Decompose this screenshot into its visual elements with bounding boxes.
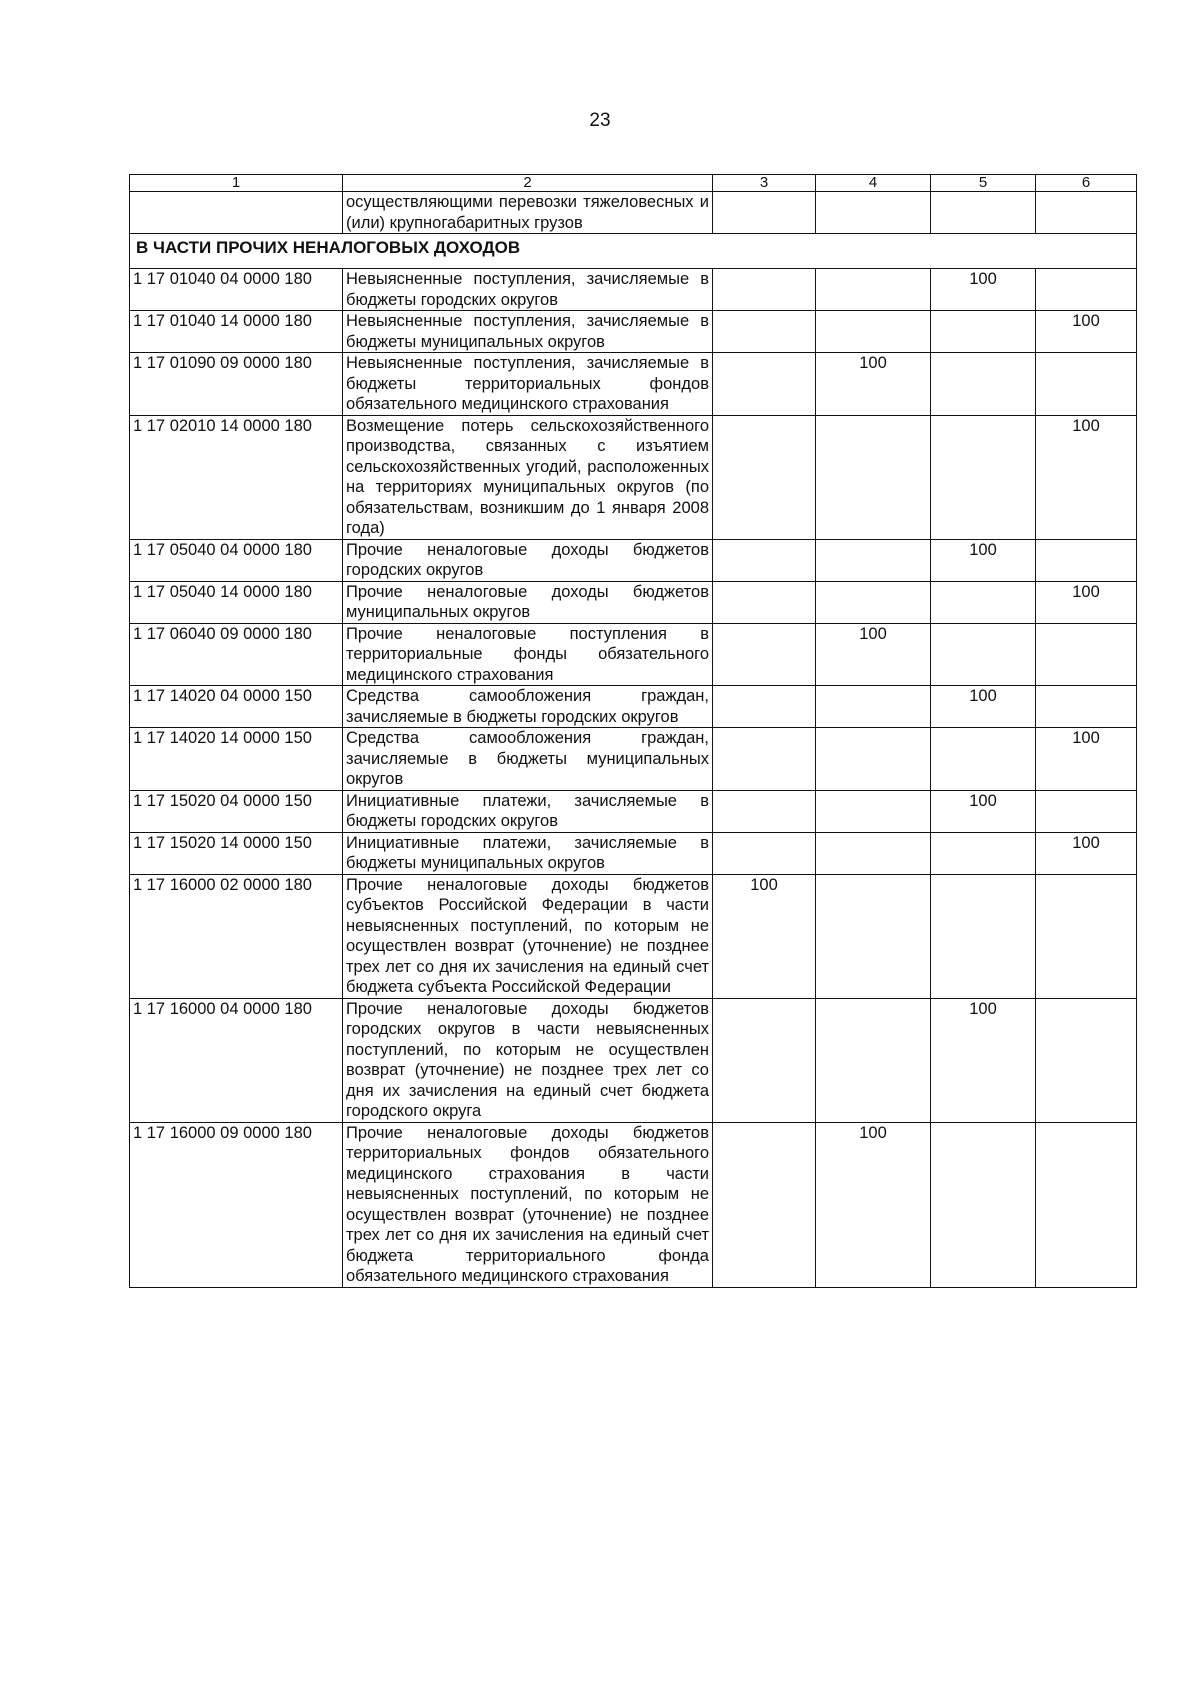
share-column-4: 100 [816,623,931,686]
share-column-4 [816,790,931,832]
budget-code: 1 17 01040 04 0000 180 [130,269,343,311]
share-column-5: 100 [931,686,1036,728]
empty-cell [1036,192,1137,234]
share-column-6 [1036,686,1137,728]
share-column-5: 100 [931,790,1036,832]
budget-code: 1 17 15020 14 0000 150 [130,832,343,874]
share-column-5: 100 [931,998,1036,1122]
share-column-3 [713,311,816,353]
budget-code: 1 17 16000 02 0000 180 [130,874,343,998]
income-description: Прочие неналоговые доходы бюджетов муниципальных округов [343,581,713,623]
share-column-3 [713,581,816,623]
share-column-6: 100 [1036,581,1137,623]
budget-code: 1 17 16000 04 0000 180 [130,998,343,1122]
budget-code: 1 17 14020 04 0000 150 [130,686,343,728]
income-description: осуществляющими перевозки тяжеловесных и (или) крупногабаритных грузов [343,192,713,234]
share-column-4 [816,311,931,353]
table-row [130,832,1137,874]
share-column-6: 100 [1036,832,1137,874]
budget-code: 1 17 15020 04 0000 150 [130,790,343,832]
column-number: 4 [816,175,931,192]
table-row [130,1122,1137,1287]
share-column-3 [713,539,816,581]
budget-code: 1 17 06040 09 0000 180 [130,623,343,686]
section-title: В ЧАСТИ ПРОЧИХ НЕНАЛОГОВЫХ ДОХОДОВ [130,234,1137,269]
share-column-3 [713,1122,816,1287]
share-column-4 [816,539,931,581]
share-column-6 [1036,1122,1137,1287]
share-column-6: 100 [1036,415,1137,539]
share-column-6 [1036,998,1137,1122]
budget-code: 1 17 14020 14 0000 150 [130,728,343,791]
empty-cell [713,192,816,234]
share-column-3 [713,415,816,539]
share-column-6 [1036,623,1137,686]
empty-cell [816,192,931,234]
table-row [130,269,1137,311]
share-column-5: 100 [931,539,1036,581]
share-column-6 [1036,874,1137,998]
share-column-4 [816,415,931,539]
share-column-3 [713,353,816,416]
share-column-4 [816,998,931,1122]
income-description: Прочие неналоговые доходы бюджетов субъектов Российской Федерации в части невыясненных поступлений, по которым не осуществлен возврат (уточнение) не позднее трех лет со дня их зачисления на единый счет бюджета субъекта Российской Федерации [343,874,713,998]
table-row [130,686,1137,728]
budget-code: 1 17 05040 04 0000 180 [130,539,343,581]
share-column-6: 100 [1036,728,1137,791]
share-column-5 [931,1122,1036,1287]
income-description: Прочие неналоговые доходы бюджетов городских округов в части невыясненных поступлений, по которым не осуществлен возврат (уточнение) не позднее трех лет со дня их зачисления на единый счет бюджета городского округа [343,998,713,1122]
table-row [130,790,1137,832]
table-row [130,311,1137,353]
share-column-6 [1036,790,1137,832]
share-column-6 [1036,353,1137,416]
income-description: Прочие неналоговые поступления в территориальные фонды обязательного медицинского страхования [343,623,713,686]
income-description: Прочие неналоговые доходы бюджетов территориальных фондов обязательного медицинского страхования в части невыясненных поступлений, по которым не осуществлен возврат (уточнение) не позднее трех лет со дня их зачисления на единый счет бюджета территориального фонда обязательного медицинского страхования [343,1122,713,1287]
section-header-row [130,234,1137,269]
column-number: 6 [1036,175,1137,192]
share-column-4 [816,581,931,623]
table-row [130,539,1137,581]
table-row [130,353,1137,416]
empty-cell [931,192,1036,234]
table-row [130,998,1137,1122]
share-column-3 [713,728,816,791]
share-column-5 [931,353,1036,416]
share-column-3 [713,790,816,832]
share-column-6 [1036,269,1137,311]
budget-code: 1 17 05040 14 0000 180 [130,581,343,623]
share-column-4 [816,832,931,874]
column-number: 5 [931,175,1036,192]
column-number-row [130,175,1137,192]
column-number: 1 [130,175,343,192]
share-column-4 [816,874,931,998]
income-description: Невыясненные поступления, зачисляемые в бюджеты территориальных фондов обязательного медицинского страхования [343,353,713,416]
share-column-4: 100 [816,1122,931,1287]
share-column-5 [931,311,1036,353]
table-row [130,623,1137,686]
share-column-5: 100 [931,269,1036,311]
table-row [130,874,1137,998]
income-description: Возмещение потерь сельскохозяйственного производства, связанных с изъятием сельскохозяйственных угодий, расположенных на территориях муниципальных округов (по обязательствам, возникшим до 1 января 2008 года) [343,415,713,539]
share-column-5 [931,415,1036,539]
column-number: 2 [343,175,713,192]
share-column-3 [713,269,816,311]
share-column-5 [931,832,1036,874]
income-description: Невыясненные поступления, зачисляемые в бюджеты городских округов [343,269,713,311]
table-row [130,728,1137,791]
table-body [130,175,1137,1288]
share-column-5 [931,581,1036,623]
budget-code [130,192,343,234]
share-column-4 [816,686,931,728]
revenue-distribution-table [129,174,1137,1288]
income-description: Инициативные платежи, зачисляемые в бюджеты городских округов [343,790,713,832]
budget-code: 1 17 16000 09 0000 180 [130,1122,343,1287]
share-column-5 [931,874,1036,998]
share-column-6 [1036,539,1137,581]
income-description: Средства самообложения граждан, зачисляемые в бюджеты городских округов [343,686,713,728]
income-description: Невыясненные поступления, зачисляемые в бюджеты муниципальных округов [343,311,713,353]
income-description: Средства самообложения граждан, зачисляемые в бюджеты муниципальных округов [343,728,713,791]
share-column-4: 100 [816,353,931,416]
share-column-3 [713,686,816,728]
share-column-5 [931,728,1036,791]
budget-code: 1 17 02010 14 0000 180 [130,415,343,539]
share-column-6: 100 [1036,311,1137,353]
table-row [130,415,1137,539]
income-description: Инициативные платежи, зачисляемые в бюджеты муниципальных округов [343,832,713,874]
budget-code: 1 17 01040 14 0000 180 [130,311,343,353]
table-row [130,581,1137,623]
income-description: Прочие неналоговые доходы бюджетов городских округов [343,539,713,581]
share-column-3 [713,832,816,874]
share-column-3 [713,623,816,686]
column-number: 3 [713,175,816,192]
page-number: 23 [589,110,611,131]
share-column-4 [816,269,931,311]
share-column-3: 100 [713,874,816,998]
share-column-5 [931,623,1036,686]
budget-code: 1 17 01090 09 0000 180 [130,353,343,416]
continuation-row [130,192,1137,234]
share-column-4 [816,728,931,791]
share-column-3 [713,998,816,1122]
